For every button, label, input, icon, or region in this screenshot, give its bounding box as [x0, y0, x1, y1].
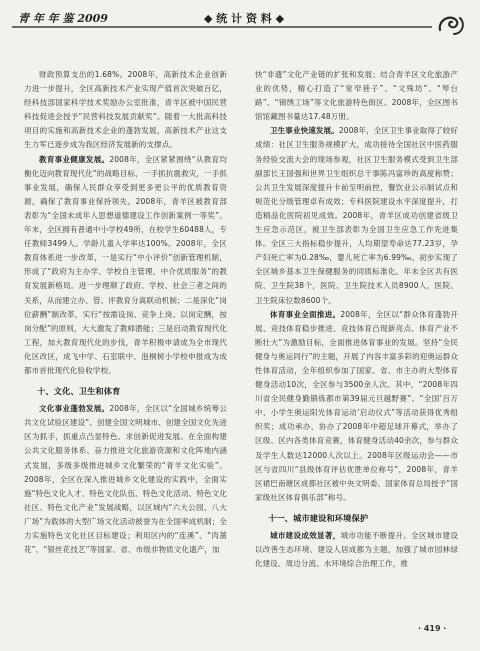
paragraph-text: 城市功能不断提升。全区城市建设以改善生态环境、建设人居成都为主题，加强了城市园林绿化建设、周边分流、水环境综合治理工作，推 [255, 531, 458, 569]
section-title: ◆ 统 计 资 料 ◆ [204, 12, 285, 25]
page-number: · 419 · [418, 624, 447, 633]
section-heading: 十一、城市建设和环境保护 [268, 512, 369, 523]
body-paragraph [255, 68, 458, 124]
paragraph-text: 2008年，全区以“群众体育蓬勃开展、竞技体育稳步推进、竞技体育凸现新亮点、体育产业不断壮大”为激励目标，全面推进体育事业的发展。坚持“全民健身与奥运同行”的主题，开展了内容丰富多彩的迎奥运群众性体育活动，全年组织参加了国家、省、市主办的大型体育健身活动10次，全区参与3500余人次。其中，“2008年四川省全民健身勤锻炼都市第39届元旦越野赛”、“全国‘百万中、小学生奥运阳光体育运动’启动仪式”等活动获得优秀组织奖；成功承办、协办了2008年中超足球开幕式，举办了区级、区内各类体育竞赛，体育健身活动40余次，参与群众及学生人数达12000人次以上。2008年区级运动会——市区与省四川“县级体育评估优胜单位称号”，2008年，青羊区裙巴南塘区成都社区被中央文明委、国家体育总局授予“国家级社区体育俱乐部”称号。 [255, 309, 458, 502]
paragraph-text: 快“非遗”文化产业链的扩张和发展；结合青羊区文化旅游产业的优势，精心打造了“宽窄巷子”、“文殊坊”、“琴台路”、“锦绣工场”等文化旅游特色街区。2008年，全区图书馆馆藏图书量达17.48万册。 [255, 70, 458, 122]
page-header [0, 0, 480, 58]
paragraph-lead: 文化事业蓬勃发展。 [39, 404, 110, 414]
body-paragraph [255, 124, 458, 307]
body-paragraph [24, 402, 227, 557]
paragraph-lead: 体育事业全面推进。 [270, 309, 341, 319]
left-text-column [24, 68, 227, 557]
paragraph-lead: 卫生事业快速发展。 [270, 126, 339, 136]
paragraph-text: 2008年，全区以“全国城乡统筹公共文化试验区建设”、创建全国文明城市、创建全国文化先进区为抓手，抓重点凸显特色、求创新促进发展。在全面构建公共文化服务体系、奋力推进文化旅游资源和文化阵地内涵式发展，多级多级推进城乡文化繁荣的“青羊文化实验”。2008年，全区在深入推进城乡文化建设的实践中，全面实施“特色文化入才、特色文化队伍、特色文化活动、特色文化社区、特色文化产业”发展战略，以区域内“六大公园、八大广场”为载体的大型广场文化活动被誉为在全国率成机制；全力实施特色文化社区目标建设；利用区内的“连溪”、“肉蔷花”、“银丝花技艺”等国家、省、市级非物质文化遗产，加 [24, 404, 227, 555]
decorative-swirl-icon [436, 10, 468, 38]
right-text-column [255, 68, 458, 571]
body-paragraph [255, 308, 458, 505]
paragraph-text: 2008年，全区紧紧围绕“从教育均衡化迈向教育现代化”的战略目标，一手抓抗震救灾，一手抓事业发展，确保人民群众享受到更多更公平的优质教育资源，确保了教育事业保持领先。2008年，青羊区被教育部表彰为“全国未成年人思想道德建设工作创新案例一等奖”。年末，全区拥有普通中小学校49所，在校学生60488人，专任教师3499人。学龄儿童入学率达100%。2008年，全区教育体系进一步改革，一是实行“中小评价”创新管理机制，形成了“政府为主办学、学校自主管理、中介优质服务”的教育发展新格局。进一步理顺了政府、学校、社会三者之间的关系，从而建立办、管、评教育分离联动机制；二是深化“岗位薪酬”制改革，实行“按需设岗、竞争上岗、以岗定酬，按岗分配”的原则，大大激发了教师潜能；三是启动教育现代化工程，加大教育现代化的步伐，青羊积极申请成为全市现代化区改区，成飞中学、石室联中、泡桐树小学校申报成为成都市首批现代化验收学校。 [24, 154, 227, 375]
paragraph-text: 2008年，全区卫生事业取得了较好成绩：社区卫生服务规模扩大，成功接待全国社区中医药服务经验交流大会的现场参观，社区卫生服务模式受到卫生部副部长王国强和世界卫生组织总干事陈冯富珍的高度称赞；公共卫生发展深度提升卡前至明前控，餐饮业公示制试点和规范化分级管理卓有成效；专科医院建设水平深度提升，打造精品化医院初见成效。2008年，青羊区成功创建省级卫生应急示范区，被卫生部表彰为全国卫生应急工作先进集体。全区三大指标稳步提升，人均期望寿命达77.23岁，孕产妇死亡率为0.28‰，婴儿死亡率为6.99‰。初步实现了全区城乡基本卫生保健服务的同质标准化。年末全区共有医院、卫生院38个，医院、卫生院技术人员8900人，医院、卫生院床位数8600个。 [255, 126, 458, 305]
yearbook-title: 青 年 年 鉴 2009 [18, 12, 108, 25]
body-paragraph [24, 68, 227, 153]
body-paragraph [24, 153, 227, 379]
paragraph-lead: 城市建设成效显著， [270, 531, 341, 540]
paragraph-lead: 教育事业健康发展。 [39, 154, 110, 164]
header-rule [12, 26, 432, 28]
body-paragraph [255, 529, 458, 571]
paragraph-text: 财政预算支出的1.68%。2008年，高新技术企业创新力进一步提升，全区高新技术产业实现产值首次突破百亿，经科技部国家科学技术奖励办公室批准，青羊区被中国民营科技促进会授予“民营科技发展贡献奖”。随着一大批高科技项目的实施和高新技术企业的蓬勃发展，高新技术产业这支生力军已逐步成为我区经济发展新的支撑点。 [24, 70, 227, 150]
section-heading: 十、文化、卫生和体育 [37, 386, 121, 397]
